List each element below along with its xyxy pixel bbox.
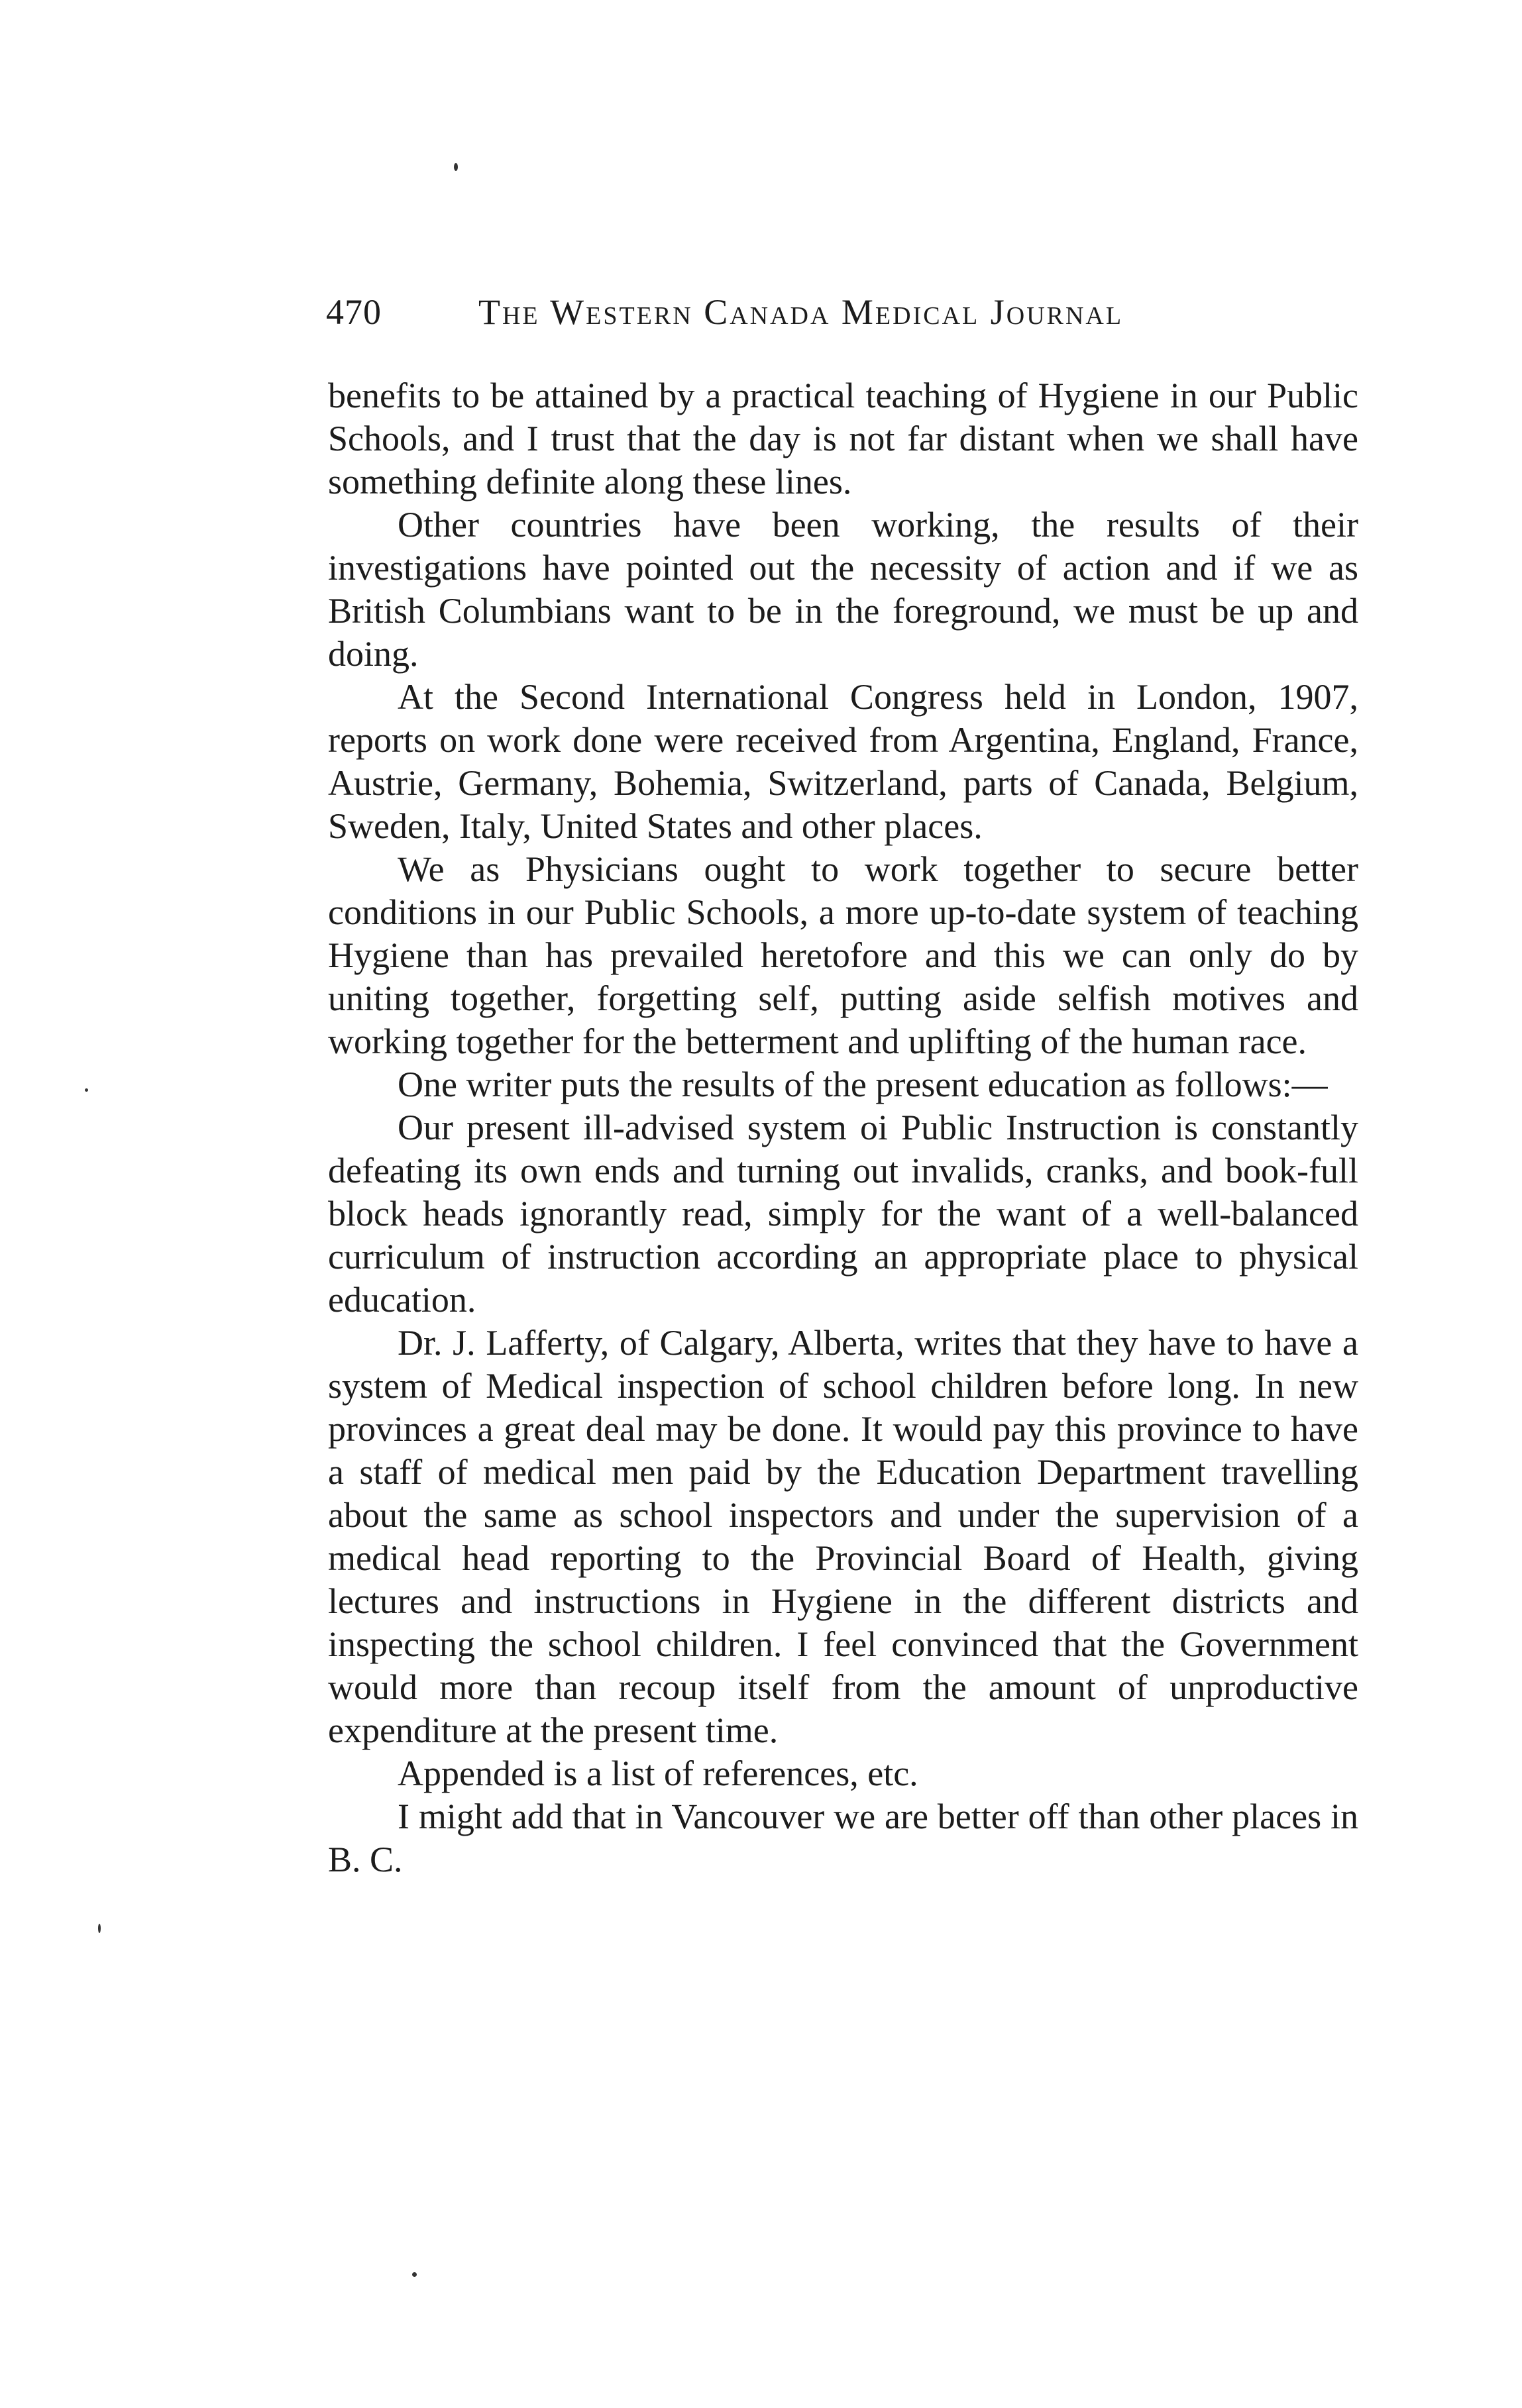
article-body xyxy=(328,374,1358,1881)
paragraph: Appended is a list of references, etc. xyxy=(398,1754,918,1793)
scan-speck xyxy=(98,1924,101,1933)
paragraph: We as Physicians ought to work together to secure better conditions in our Public Schools, a more up-to-date system of teaching Hygiene than has prevailed heretofore and this we can only do by uniting together, forgetting self, putting aside selfish motives and working together for the betterment and uplifting of the human race. xyxy=(328,849,1358,1061)
scan-speck xyxy=(85,1088,88,1092)
page-header xyxy=(326,291,1201,338)
scan-speck xyxy=(412,2272,417,2277)
paragraph: At the Second International Congress held in London, 1907, reports on work done were received from Argentina, England, France, Austrie, Germany, Bohemia, Switzerland, parts of Canada, Belgium, Sweden, Italy, United States and other places. xyxy=(328,677,1358,846)
scan-speck xyxy=(454,163,458,171)
paragraph: One writer puts the results of the present education as follows:— xyxy=(398,1065,1328,1104)
paragraph-continuation: benefits to be attained by a practical teaching of Hygiene in our Public Schools, and I trust that the day is not far distant when we shall have something definite along these lines. xyxy=(328,376,1358,501)
paragraph: I might add that in Vancouver we are better off than other places in B. C. xyxy=(328,1797,1358,1879)
quoted-paragraph: Our present ill-advised system oi Public Instruction is constantly defeating its own ends and turning out invalids, cranks, and book-full block heads ignorantly read, simply for the want of a well-balanced curriculum of instruction according an appropriate place to physical education. xyxy=(328,1108,1358,1320)
page-number: 470 xyxy=(326,292,382,332)
paragraph: Dr. J. Lafferty, of Calgary, Alberta, writes that they have to have a system of Medical inspection of school children before long. In new provinces a great deal may be done. It would pay this province to have a staff of medical men paid by the Education Department travelling about the same as school inspectors and under the supervision of a medical head reporting to the Provincial Board of Health, giving lectures and instructions in Hygiene in the different districts and inspecting the school children. I feel convinced that the Government would more than recoup itself from the amount of unproductive expenditure at the present time. xyxy=(328,1323,1358,1750)
running-head: The Western Canada Medical Journal xyxy=(478,292,1124,332)
paragraph: Other countries have been working, the results of their investigations have pointed out the necessity of action and if we as British Columbians want to be in the foreground, we must be up and doing. xyxy=(328,505,1358,674)
